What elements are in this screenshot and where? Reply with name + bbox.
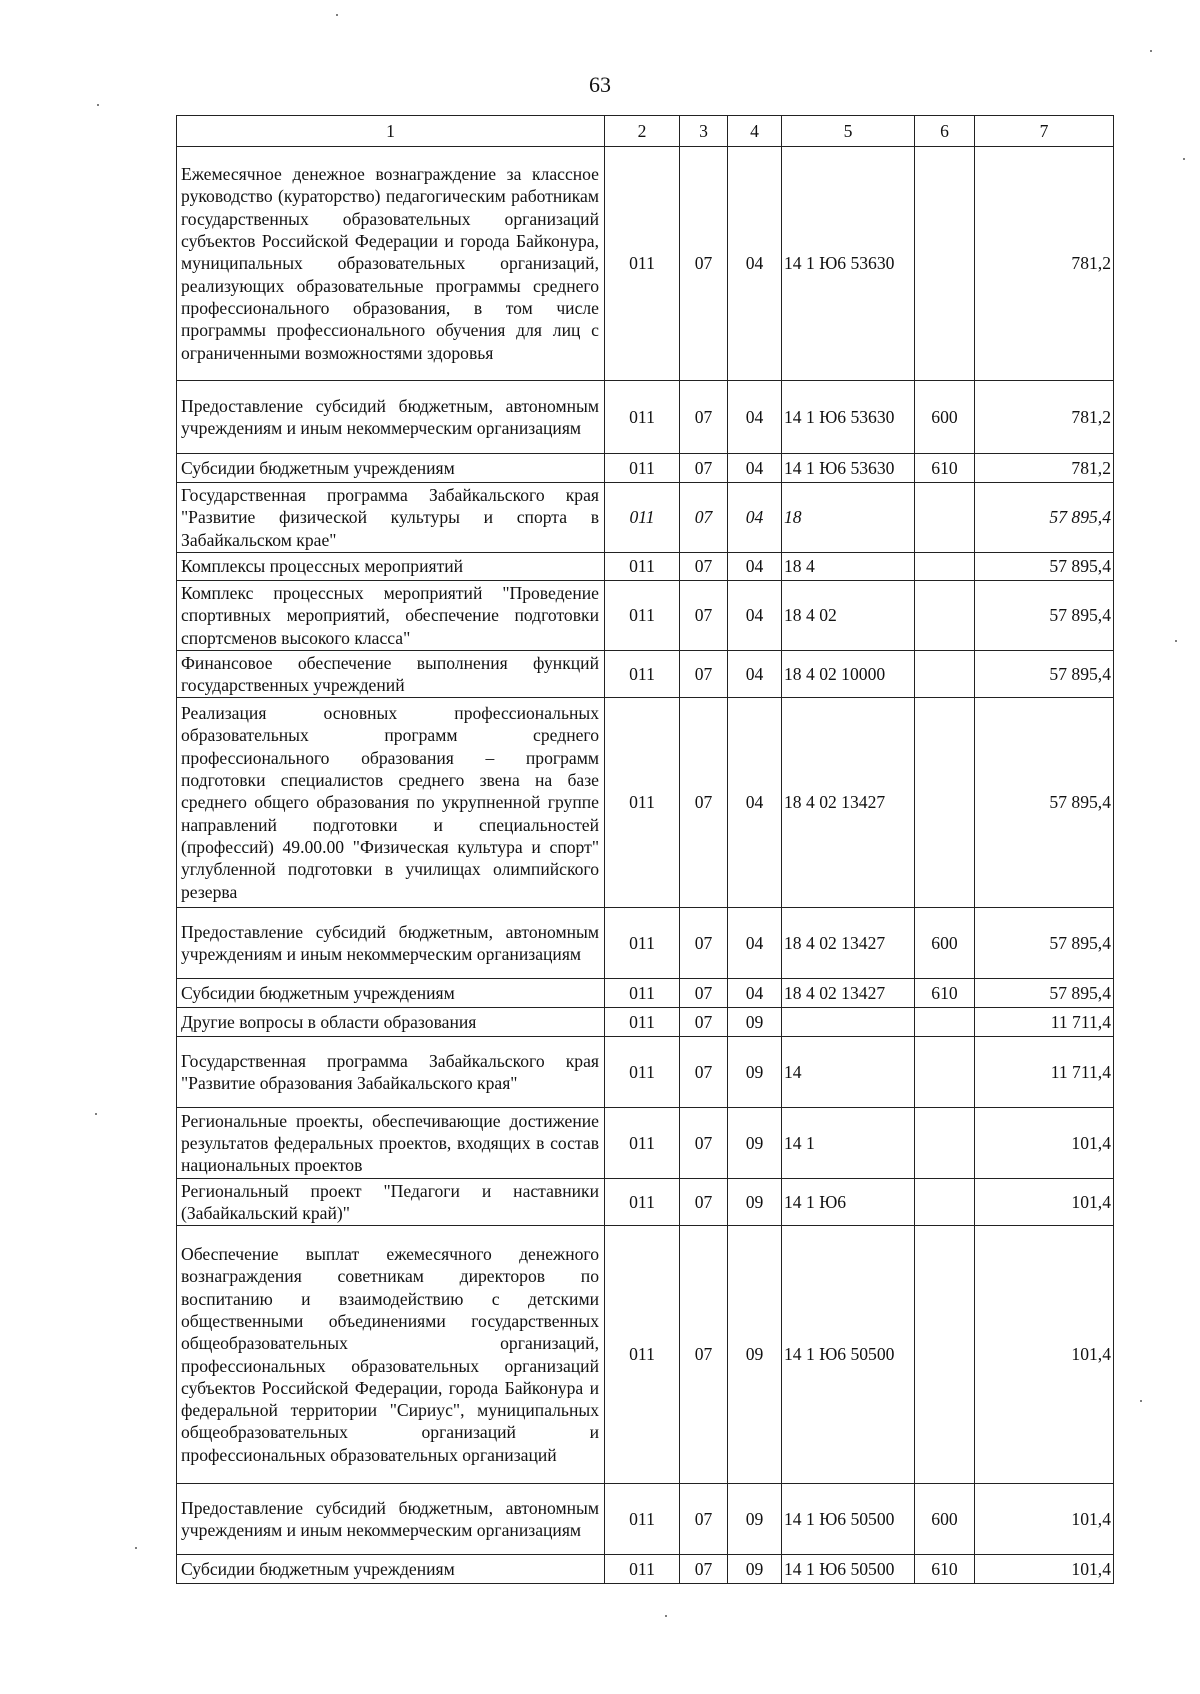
table-row xyxy=(177,979,1114,1008)
cell-subsection-code: 04 xyxy=(728,908,782,979)
cell-chief-admin-code: 011 xyxy=(605,483,680,553)
cell-section-code: 07 xyxy=(680,1179,728,1226)
cell-chief-admin-code: 011 xyxy=(605,1108,680,1179)
cell-target-article: 14 1 Ю6 50500 xyxy=(782,1555,915,1584)
cell-subsection-code: 09 xyxy=(728,1226,782,1484)
cell-amount: 781,2 xyxy=(975,147,1114,381)
cell-chief-admin-code: 011 xyxy=(605,908,680,979)
cell-section-code: 07 xyxy=(680,1037,728,1108)
column-header-7: 7 xyxy=(975,116,1114,147)
cell-name: Предоставление субсидий бюджетным, автономным учреждениям и иным некоммерческим организациям xyxy=(177,381,605,454)
cell-subsection-code: 09 xyxy=(728,1108,782,1179)
cell-section-code: 07 xyxy=(680,1226,728,1484)
cell-subsection-code: 09 xyxy=(728,1484,782,1555)
cell-amount: 57 895,4 xyxy=(975,553,1114,581)
table-row xyxy=(177,454,1114,483)
cell-chief-admin-code: 011 xyxy=(605,651,680,698)
cell-expense-type xyxy=(915,553,975,581)
cell-chief-admin-code: 011 xyxy=(605,1226,680,1484)
cell-amount: 101,4 xyxy=(975,1555,1114,1584)
cell-expense-type: 610 xyxy=(915,454,975,483)
cell-section-code: 07 xyxy=(680,147,728,381)
cell-target-article: 14 1 Ю6 53630 xyxy=(782,147,915,381)
table-row xyxy=(177,147,1114,381)
cell-expense-type: 610 xyxy=(915,1555,975,1584)
cell-section-code: 07 xyxy=(680,979,728,1008)
scan-speck xyxy=(336,14,338,16)
cell-amount: 57 895,4 xyxy=(975,908,1114,979)
cell-chief-admin-code: 011 xyxy=(605,381,680,454)
cell-amount: 781,2 xyxy=(975,454,1114,483)
cell-target-article: 18 4 xyxy=(782,553,915,581)
cell-target-article: 14 1 xyxy=(782,1108,915,1179)
cell-target-article: 14 1 Ю6 50500 xyxy=(782,1484,915,1555)
cell-name: Государственная программа Забайкальского края "Развитие образования Забайкальского края" xyxy=(177,1037,605,1108)
cell-chief-admin-code: 011 xyxy=(605,1008,680,1037)
cell-chief-admin-code: 011 xyxy=(605,147,680,381)
table-row xyxy=(177,651,1114,698)
cell-expense-type xyxy=(915,651,975,698)
cell-name: Комплексы процессных мероприятий xyxy=(177,553,605,581)
cell-name: Реализация основных профессиональных образовательных программ среднего профессионального образования – программ подготовки специалистов среднего звена на базе среднего общего образования по укрупненной группе направлений подготовки и специальностей (профессий) 49.00.00 "Физическая культура и спорт" углубленной подготовки в училищах олимпийского резерва xyxy=(177,698,605,908)
cell-section-code: 07 xyxy=(680,1008,728,1037)
cell-target-article: 14 1 Ю6 53630 xyxy=(782,454,915,483)
cell-expense-type xyxy=(915,1226,975,1484)
cell-amount: 57 895,4 xyxy=(975,483,1114,553)
cell-section-code: 07 xyxy=(680,1555,728,1584)
cell-expense-type: 600 xyxy=(915,1484,975,1555)
table-row xyxy=(177,1008,1114,1037)
scan-speck xyxy=(665,1615,667,1617)
cell-name: Комплекс процессных мероприятий "Проведение спортивных мероприятий, обеспечение подготовки спортсменов высокого класса" xyxy=(177,581,605,651)
cell-chief-admin-code: 011 xyxy=(605,1484,680,1555)
cell-chief-admin-code: 011 xyxy=(605,553,680,581)
cell-section-code: 07 xyxy=(680,1484,728,1555)
cell-expense-type xyxy=(915,1108,975,1179)
cell-name: Предоставление субсидий бюджетным, автономным учреждениям и иным некоммерческим организациям xyxy=(177,908,605,979)
cell-section-code: 07 xyxy=(680,698,728,908)
cell-target-article xyxy=(782,1008,915,1037)
cell-section-code: 07 xyxy=(680,381,728,454)
column-header-5: 5 xyxy=(782,116,915,147)
cell-name: Государственная программа Забайкальского края "Развитие физической культуры и спорта в Забайкальском крае" xyxy=(177,483,605,553)
table-row xyxy=(177,381,1114,454)
cell-amount: 781,2 xyxy=(975,381,1114,454)
cell-section-code: 07 xyxy=(680,483,728,553)
cell-name: Региональный проект "Педагоги и наставники (Забайкальский край)" xyxy=(177,1179,605,1226)
cell-expense-type xyxy=(915,698,975,908)
scan-speck xyxy=(1183,158,1185,160)
cell-target-article: 18 4 02 10000 xyxy=(782,651,915,698)
table-row xyxy=(177,1179,1114,1226)
cell-chief-admin-code: 011 xyxy=(605,1037,680,1108)
scan-speck xyxy=(135,1547,137,1549)
column-header-4: 4 xyxy=(728,116,782,147)
cell-amount: 57 895,4 xyxy=(975,651,1114,698)
table-row xyxy=(177,553,1114,581)
page-number: 63 xyxy=(589,72,611,97)
cell-chief-admin-code: 011 xyxy=(605,979,680,1008)
cell-expense-type xyxy=(915,1037,975,1108)
cell-amount: 101,4 xyxy=(975,1179,1114,1226)
column-header-2: 2 xyxy=(605,116,680,147)
cell-expense-type xyxy=(915,483,975,553)
cell-name: Ежемесячное денежное вознаграждение за классное руководство (кураторство) педагогическим работникам государственных образовательных организаций субъектов Российской Федерации и города Байконура, муниципальных образовательных организаций, реализующих образовательные программы среднего профессионального образования, в том числе программы профессионального обучения для лиц с ограниченными возможностями здоровья xyxy=(177,147,605,381)
cell-subsection-code: 04 xyxy=(728,651,782,698)
cell-expense-type xyxy=(915,1179,975,1226)
cell-amount: 11 711,4 xyxy=(975,1037,1114,1108)
cell-amount: 101,4 xyxy=(975,1108,1114,1179)
cell-expense-type xyxy=(915,147,975,381)
cell-chief-admin-code: 011 xyxy=(605,454,680,483)
table-row xyxy=(177,1037,1114,1108)
cell-amount: 57 895,4 xyxy=(975,698,1114,908)
table-row xyxy=(177,1555,1114,1584)
table-row xyxy=(177,581,1114,651)
table-row xyxy=(177,483,1114,553)
cell-section-code: 07 xyxy=(680,908,728,979)
table-row xyxy=(177,908,1114,979)
cell-amount: 101,4 xyxy=(975,1226,1114,1484)
scan-speck xyxy=(97,104,99,106)
cell-expense-type: 600 xyxy=(915,908,975,979)
table-header-row xyxy=(177,116,1114,147)
cell-subsection-code: 04 xyxy=(728,698,782,908)
cell-expense-type: 600 xyxy=(915,381,975,454)
cell-name: Субсидии бюджетным учреждениям xyxy=(177,979,605,1008)
cell-target-article: 14 1 Ю6 50500 xyxy=(782,1226,915,1484)
cell-section-code: 07 xyxy=(680,454,728,483)
cell-amount: 57 895,4 xyxy=(975,979,1114,1008)
table-row xyxy=(177,1484,1114,1555)
cell-section-code: 07 xyxy=(680,553,728,581)
cell-subsection-code: 04 xyxy=(728,581,782,651)
cell-target-article: 18 4 02 13427 xyxy=(782,979,915,1008)
cell-expense-type xyxy=(915,581,975,651)
column-header-3: 3 xyxy=(680,116,728,147)
cell-subsection-code: 04 xyxy=(728,454,782,483)
cell-amount: 101,4 xyxy=(975,1484,1114,1555)
cell-subsection-code: 04 xyxy=(728,381,782,454)
cell-section-code: 07 xyxy=(680,651,728,698)
cell-target-article: 18 4 02 xyxy=(782,581,915,651)
scan-speck xyxy=(1140,1400,1142,1402)
cell-target-article: 14 1 Ю6 53630 xyxy=(782,381,915,454)
table-row xyxy=(177,698,1114,908)
scan-speck xyxy=(1175,640,1177,642)
cell-subsection-code: 04 xyxy=(728,147,782,381)
table-row xyxy=(177,1226,1114,1484)
cell-chief-admin-code: 011 xyxy=(605,581,680,651)
cell-subsection-code: 04 xyxy=(728,553,782,581)
cell-name: Финансовое обеспечение выполнения функций государственных учреждений xyxy=(177,651,605,698)
cell-section-code: 07 xyxy=(680,581,728,651)
table-row xyxy=(177,1108,1114,1179)
cell-name: Обеспечение выплат ежемесячного денежного вознаграждения советникам директоров по воспитанию и взаимодействию с детскими общественными объединениями государственных общеобразовательных организаций, профессиональных образовательных организаций субъектов Российской Федерации, города Байконура и федеральной территории "Сириус", муниципальных общеобразовательных организаций и профессиональных образовательных организаций xyxy=(177,1226,605,1484)
cell-subsection-code: 09 xyxy=(728,1037,782,1108)
cell-subsection-code: 09 xyxy=(728,1179,782,1226)
cell-target-article: 14 1 Ю6 xyxy=(782,1179,915,1226)
cell-amount: 57 895,4 xyxy=(975,581,1114,651)
cell-section-code: 07 xyxy=(680,1108,728,1179)
cell-chief-admin-code: 011 xyxy=(605,698,680,908)
cell-name: Предоставление субсидий бюджетным, автономным учреждениям и иным некоммерческим организациям xyxy=(177,1484,605,1555)
cell-subsection-code: 04 xyxy=(728,483,782,553)
cell-name: Субсидии бюджетным учреждениям xyxy=(177,454,605,483)
cell-target-article: 14 xyxy=(782,1037,915,1108)
budget-table xyxy=(176,115,1114,1584)
cell-name: Региональные проекты, обеспечивающие достижение результатов федеральных проектов, входящих в состав национальных проектов xyxy=(177,1108,605,1179)
cell-target-article: 18 xyxy=(782,483,915,553)
cell-chief-admin-code: 011 xyxy=(605,1555,680,1584)
scan-speck xyxy=(1150,50,1152,52)
cell-subsection-code: 09 xyxy=(728,1555,782,1584)
cell-subsection-code: 09 xyxy=(728,1008,782,1037)
column-header-1: 1 xyxy=(177,116,605,147)
cell-name: Другие вопросы в области образования xyxy=(177,1008,605,1037)
cell-expense-type xyxy=(915,1008,975,1037)
cell-target-article: 18 4 02 13427 xyxy=(782,698,915,908)
cell-name: Субсидии бюджетным учреждениям xyxy=(177,1555,605,1584)
cell-expense-type: 610 xyxy=(915,979,975,1008)
cell-target-article: 18 4 02 13427 xyxy=(782,908,915,979)
column-header-6: 6 xyxy=(915,116,975,147)
scan-speck xyxy=(95,1113,97,1115)
cell-subsection-code: 04 xyxy=(728,979,782,1008)
cell-amount: 11 711,4 xyxy=(975,1008,1114,1037)
cell-chief-admin-code: 011 xyxy=(605,1179,680,1226)
